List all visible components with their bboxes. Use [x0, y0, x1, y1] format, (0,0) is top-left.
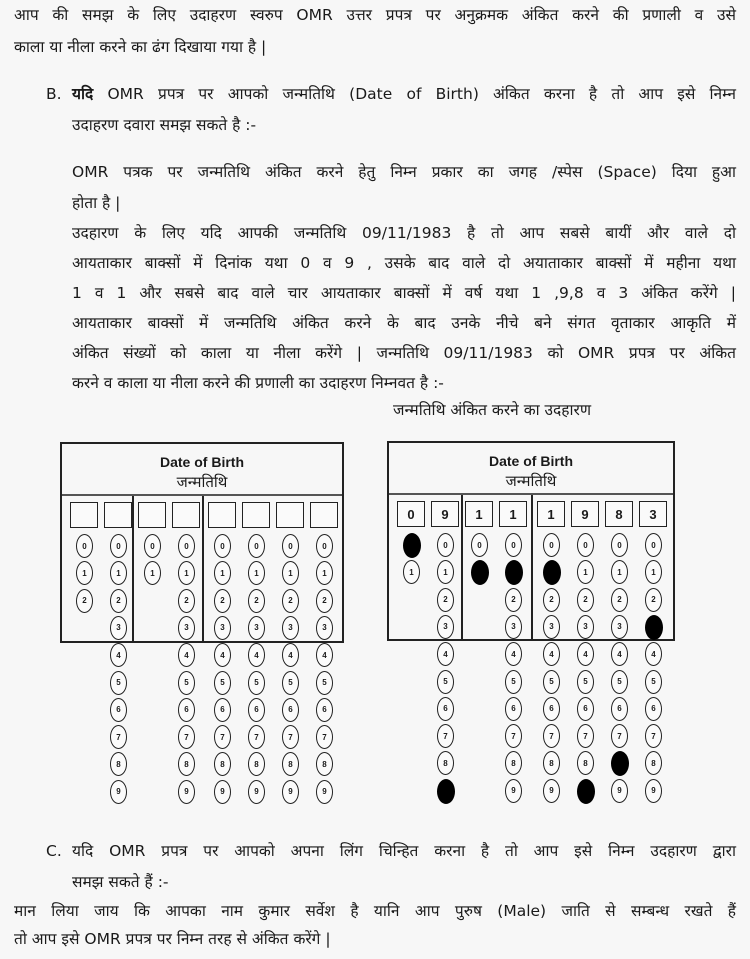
- omr-bubble[interactable]: 6: [316, 698, 333, 722]
- omr-digit-box[interactable]: [104, 502, 132, 528]
- omr-bubble-filled[interactable]: [471, 560, 489, 585]
- para1-line-1: OMR पत्रक पर जन्मतिथि अंकित करने हेतु निम्न प्रकार का जगह /स्पेस (Space) दिया हुआ: [72, 163, 736, 181]
- omr-dob-filled-header: [389, 443, 673, 495]
- omr-bubble[interactable]: 1: [645, 560, 662, 584]
- omr-bubble-filled[interactable]: [543, 560, 561, 585]
- omr-bubble[interactable]: 0: [577, 533, 594, 557]
- omr-bubble[interactable]: 6: [248, 698, 265, 722]
- omr-digit-box[interactable]: [172, 502, 200, 528]
- omr-bubble[interactable]: 7: [577, 724, 594, 748]
- omr-bubble[interactable]: 2: [611, 588, 628, 612]
- omr-bubble[interactable]: 6: [505, 697, 522, 721]
- para2-line-1: उदहारण के लिए यदि आपकी जन्मतिथि 09/11/1983 है तो आप सबसे बायीं और वाले दो: [72, 224, 736, 242]
- omr-bubble[interactable]: 3: [437, 615, 454, 639]
- omr-digit-box[interactable]: 0: [397, 501, 425, 527]
- omr-bubble[interactable]: 1: [282, 561, 299, 585]
- omr-bubble[interactable]: 0: [144, 534, 161, 558]
- omr-bubble[interactable]: 0: [178, 534, 195, 558]
- omr-bubble-filled[interactable]: [437, 779, 455, 804]
- omr-bubble[interactable]: 9: [110, 780, 127, 804]
- omr-bubble[interactable]: 7: [505, 724, 522, 748]
- intro-line-1: आप की समझ के लिए उदाहरण स्वरुप OMR उत्तर प्रपत्र पर अनुक्रमक अंकित करने की प्रणाली व उसे: [14, 6, 736, 24]
- omr-bubble[interactable]: 4: [611, 642, 628, 666]
- omr-bubble[interactable]: 8: [543, 751, 560, 775]
- omr-bubble[interactable]: 4: [577, 642, 594, 666]
- omr-digit-box[interactable]: 9: [571, 501, 599, 527]
- omr-bubble[interactable]: 4: [178, 643, 195, 667]
- omr-bubble[interactable]: 0: [110, 534, 127, 558]
- omr-bubble[interactable]: 9: [282, 780, 299, 804]
- section-c-line-3: मान लिया जाय कि आपका नाम कुमार सर्वेश है यानि आप पुरुष (Male) जाति से सम्बन्ध रखते हैं: [14, 902, 736, 920]
- omr-bubble[interactable]: 7: [437, 724, 454, 748]
- section-b-bold-word: यदि: [72, 85, 94, 103]
- omr-bubble[interactable]: 1: [110, 561, 127, 585]
- omr-digit-box[interactable]: 3: [639, 501, 667, 527]
- omr-dob-blank: [60, 442, 344, 797]
- omr-bubble[interactable]: 5: [282, 671, 299, 695]
- omr-bubble[interactable]: 5: [611, 670, 628, 694]
- omr-bubble[interactable]: 4: [110, 643, 127, 667]
- omr-bubble[interactable]: 4: [505, 642, 522, 666]
- omr-bubble[interactable]: 8: [214, 752, 231, 776]
- omr-bubble[interactable]: 5: [214, 671, 231, 695]
- omr-digit-box[interactable]: 8: [605, 501, 633, 527]
- omr-bubble[interactable]: 9: [316, 780, 333, 804]
- omr-bubble[interactable]: 3: [110, 616, 127, 640]
- omr-bubble[interactable]: 5: [248, 671, 265, 695]
- omr-bubble[interactable]: 5: [645, 670, 662, 694]
- omr-bubble[interactable]: 5: [316, 671, 333, 695]
- omr-bubble[interactable]: 7: [178, 725, 195, 749]
- omr-dob-blank-header: [62, 444, 342, 496]
- omr-group-divider: [531, 495, 533, 639]
- omr-bubble[interactable]: 2: [316, 589, 333, 613]
- omr-bubble-filled[interactable]: [505, 560, 523, 585]
- omr-bubble[interactable]: 8: [178, 752, 195, 776]
- omr-digit-box[interactable]: [276, 502, 304, 528]
- omr-bubble[interactable]: 5: [110, 671, 127, 695]
- omr-bubble[interactable]: 3: [543, 615, 560, 639]
- omr-bubble[interactable]: 4: [645, 642, 662, 666]
- omr-title-en: Date of Birth: [489, 453, 573, 469]
- omr-bubble-filled[interactable]: [403, 533, 421, 558]
- omr-bubble[interactable]: 1: [316, 561, 333, 585]
- omr-bubble[interactable]: 9: [178, 780, 195, 804]
- omr-bubble[interactable]: 8: [316, 752, 333, 776]
- omr-bubble[interactable]: 7: [110, 725, 127, 749]
- omr-bubble[interactable]: 3: [316, 616, 333, 640]
- omr-bubble[interactable]: 2: [214, 589, 231, 613]
- section-b-heading: [72, 83, 736, 105]
- omr-bubble[interactable]: 3: [577, 615, 594, 639]
- omr-bubble[interactable]: 5: [577, 670, 594, 694]
- omr-digit-box[interactable]: 1: [499, 501, 527, 527]
- omr-digit-box[interactable]: [242, 502, 270, 528]
- omr-bubble[interactable]: 1: [248, 561, 265, 585]
- section-b-heading-line2: उदाहरण दवारा समझ सकते है :-: [72, 116, 257, 134]
- para2-line-4: आयताकार बाक्सों में जन्मतिथि अंकित करने के बाद उनके नीचे बने संगत वृताकार आकृति में: [72, 314, 736, 332]
- omr-bubble[interactable]: 2: [645, 588, 662, 612]
- omr-bubble[interactable]: 4: [282, 643, 299, 667]
- omr-bubble[interactable]: 7: [214, 725, 231, 749]
- omr-bubble[interactable]: 6: [577, 697, 594, 721]
- omr-bubble[interactable]: 5: [178, 671, 195, 695]
- omr-bubble[interactable]: 4: [214, 643, 231, 667]
- omr-digit-box[interactable]: 9: [431, 501, 459, 527]
- para2-line-2: आयताकार बाक्सों में दिनांक यथा 0 व 9 , उसके बाद वाले दो अयाताकार बाक्सों में महीना यथा: [72, 254, 736, 272]
- omr-bubble[interactable]: 0: [611, 533, 628, 557]
- omr-bubble[interactable]: 4: [316, 643, 333, 667]
- para2-line-6: करने व काला या नीला करने की प्रणाली का उदाहरण निम्नवत है :-: [72, 374, 444, 392]
- omr-bubble[interactable]: 0: [76, 534, 93, 558]
- omr-bubble[interactable]: 3: [178, 616, 195, 640]
- omr-bubble[interactable]: 1: [178, 561, 195, 585]
- omr-bubble[interactable]: 6: [282, 698, 299, 722]
- omr-bubble[interactable]: 9: [543, 779, 560, 803]
- omr-bubble[interactable]: 0: [214, 534, 231, 558]
- section-c-line-1: यदि OMR प्रपत्र पर आपको अपना लिंग चिन्हित करना है तो आप इसे निम्न उदहारण द्वारा: [72, 842, 736, 860]
- omr-digit-box[interactable]: [138, 502, 166, 528]
- omr-dob-filled: [387, 441, 675, 796]
- omr-digit-box[interactable]: 1: [465, 501, 493, 527]
- omr-bubble[interactable]: 0: [505, 533, 522, 557]
- omr-bubble[interactable]: 3: [505, 615, 522, 639]
- omr-bubble[interactable]: 4: [248, 643, 265, 667]
- omr-bubble[interactable]: 9: [248, 780, 265, 804]
- omr-bubble-filled[interactable]: [577, 779, 595, 804]
- omr-bubble[interactable]: 5: [543, 670, 560, 694]
- omr-bubble[interactable]: 0: [543, 533, 560, 557]
- omr-bubble[interactable]: 0: [316, 534, 333, 558]
- omr-bubble[interactable]: 6: [611, 697, 628, 721]
- omr-bubble[interactable]: 4: [437, 642, 454, 666]
- omr-bubble[interactable]: 0: [645, 533, 662, 557]
- omr-bubble[interactable]: 2: [76, 589, 93, 613]
- omr-bubble[interactable]: 3: [214, 616, 231, 640]
- omr-bubble[interactable]: 9: [645, 779, 662, 803]
- section-c-marker: C.: [46, 842, 62, 860]
- omr-bubble[interactable]: 8: [282, 752, 299, 776]
- omr-bubble[interactable]: 1: [611, 560, 628, 584]
- omr-bubble[interactable]: 2: [437, 588, 454, 612]
- omr-bubble[interactable]: 3: [611, 615, 628, 639]
- omr-bubble[interactable]: 3: [248, 616, 265, 640]
- omr-bubble[interactable]: 8: [505, 751, 522, 775]
- section-c-line-2: समझ सकते हैं :-: [72, 873, 169, 891]
- omr-bubble[interactable]: 3: [282, 616, 299, 640]
- omr-bubble[interactable]: 6: [645, 697, 662, 721]
- omr-digit-box[interactable]: 1: [537, 501, 565, 527]
- omr-bubble[interactable]: 1: [76, 561, 93, 585]
- omr-digit-box[interactable]: [310, 502, 338, 528]
- section-b-marker: B.: [46, 85, 62, 103]
- omr-bubble[interactable]: 2: [577, 588, 594, 612]
- omr-bubble[interactable]: 2: [110, 589, 127, 613]
- omr-bubble[interactable]: 6: [178, 698, 195, 722]
- omr-bubble[interactable]: 8: [110, 752, 127, 776]
- omr-title-hi: जन्मतिथि: [505, 472, 557, 490]
- section-b-heading-text: OMR प्रपत्र पर आपको जन्मतिथि (Date of Birth) अंकित करना है तो आप इसे निम्न: [107, 85, 736, 103]
- omr-bubble[interactable]: 0: [437, 533, 454, 557]
- omr-bubble-filled[interactable]: [645, 615, 663, 640]
- omr-bubble[interactable]: 5: [437, 670, 454, 694]
- example-caption: जन्मतिथि अंकित करने का उदहारण: [393, 401, 592, 419]
- omr-bubble[interactable]: 7: [282, 725, 299, 749]
- omr-bubble[interactable]: 6: [543, 697, 560, 721]
- omr-digit-box[interactable]: [70, 502, 98, 528]
- omr-bubble[interactable]: 1: [437, 560, 454, 584]
- omr-bubble[interactable]: 0: [248, 534, 265, 558]
- omr-bubble[interactable]: 9: [611, 779, 628, 803]
- omr-bubble[interactable]: 6: [110, 698, 127, 722]
- omr-bubble[interactable]: 8: [437, 751, 454, 775]
- omr-bubble[interactable]: 1: [214, 561, 231, 585]
- omr-bubble[interactable]: 7: [248, 725, 265, 749]
- omr-bubble[interactable]: 6: [437, 697, 454, 721]
- omr-bubble[interactable]: 6: [214, 698, 231, 722]
- omr-bubble[interactable]: 7: [543, 724, 560, 748]
- omr-bubble[interactable]: 9: [505, 779, 522, 803]
- omr-bubble[interactable]: 2: [178, 589, 195, 613]
- omr-group-divider: [202, 496, 204, 641]
- omr-bubble[interactable]: 7: [645, 724, 662, 748]
- omr-bubble-filled[interactable]: [611, 751, 629, 776]
- para2-line-3: 1 व 1 और सबसे बाद वाले चार आयताकार बाक्सों में वर्ष यथा 1 ,9,8 व 3 अंकित करेंगे |: [72, 284, 736, 302]
- omr-bubble[interactable]: 8: [248, 752, 265, 776]
- omr-bubble[interactable]: 7: [316, 725, 333, 749]
- omr-bubble[interactable]: 8: [577, 751, 594, 775]
- omr-bubble[interactable]: 9: [214, 780, 231, 804]
- omr-bubble[interactable]: 2: [543, 588, 560, 612]
- omr-title-hi: जन्मतिथि: [176, 473, 228, 491]
- omr-bubble[interactable]: 0: [282, 534, 299, 558]
- omr-bubble[interactable]: 4: [543, 642, 560, 666]
- omr-bubble[interactable]: 2: [248, 589, 265, 613]
- omr-digit-box[interactable]: [208, 502, 236, 528]
- para1-line-2: होता है |: [72, 194, 121, 212]
- omr-bubble[interactable]: 1: [144, 561, 161, 585]
- omr-group-divider: [132, 496, 134, 641]
- omr-bubble[interactable]: 7: [611, 724, 628, 748]
- para2-line-5: अंकित संख्यों को काला या नीला करेंगे | जन्मतिथि 09/11/1983 को OMR प्रपत्र पर अंकित: [72, 344, 736, 362]
- omr-bubble[interactable]: 1: [403, 560, 420, 584]
- omr-bubble[interactable]: 8: [645, 751, 662, 775]
- section-c-line-4: तो आप इसे OMR प्रपत्र पर निम्न तरह से अंकित करेंगे |: [14, 930, 331, 948]
- omr-bubble[interactable]: 0: [471, 533, 488, 557]
- omr-group-divider: [461, 495, 463, 639]
- omr-bubble[interactable]: 2: [282, 589, 299, 613]
- omr-title-en: Date of Birth: [160, 454, 244, 470]
- omr-bubble[interactable]: 1: [577, 560, 594, 584]
- intro-line-2: काला या नीला करने का ढंग दिखाया गया है |: [14, 38, 267, 56]
- omr-bubble[interactable]: 2: [505, 588, 522, 612]
- omr-bubble[interactable]: 5: [505, 670, 522, 694]
